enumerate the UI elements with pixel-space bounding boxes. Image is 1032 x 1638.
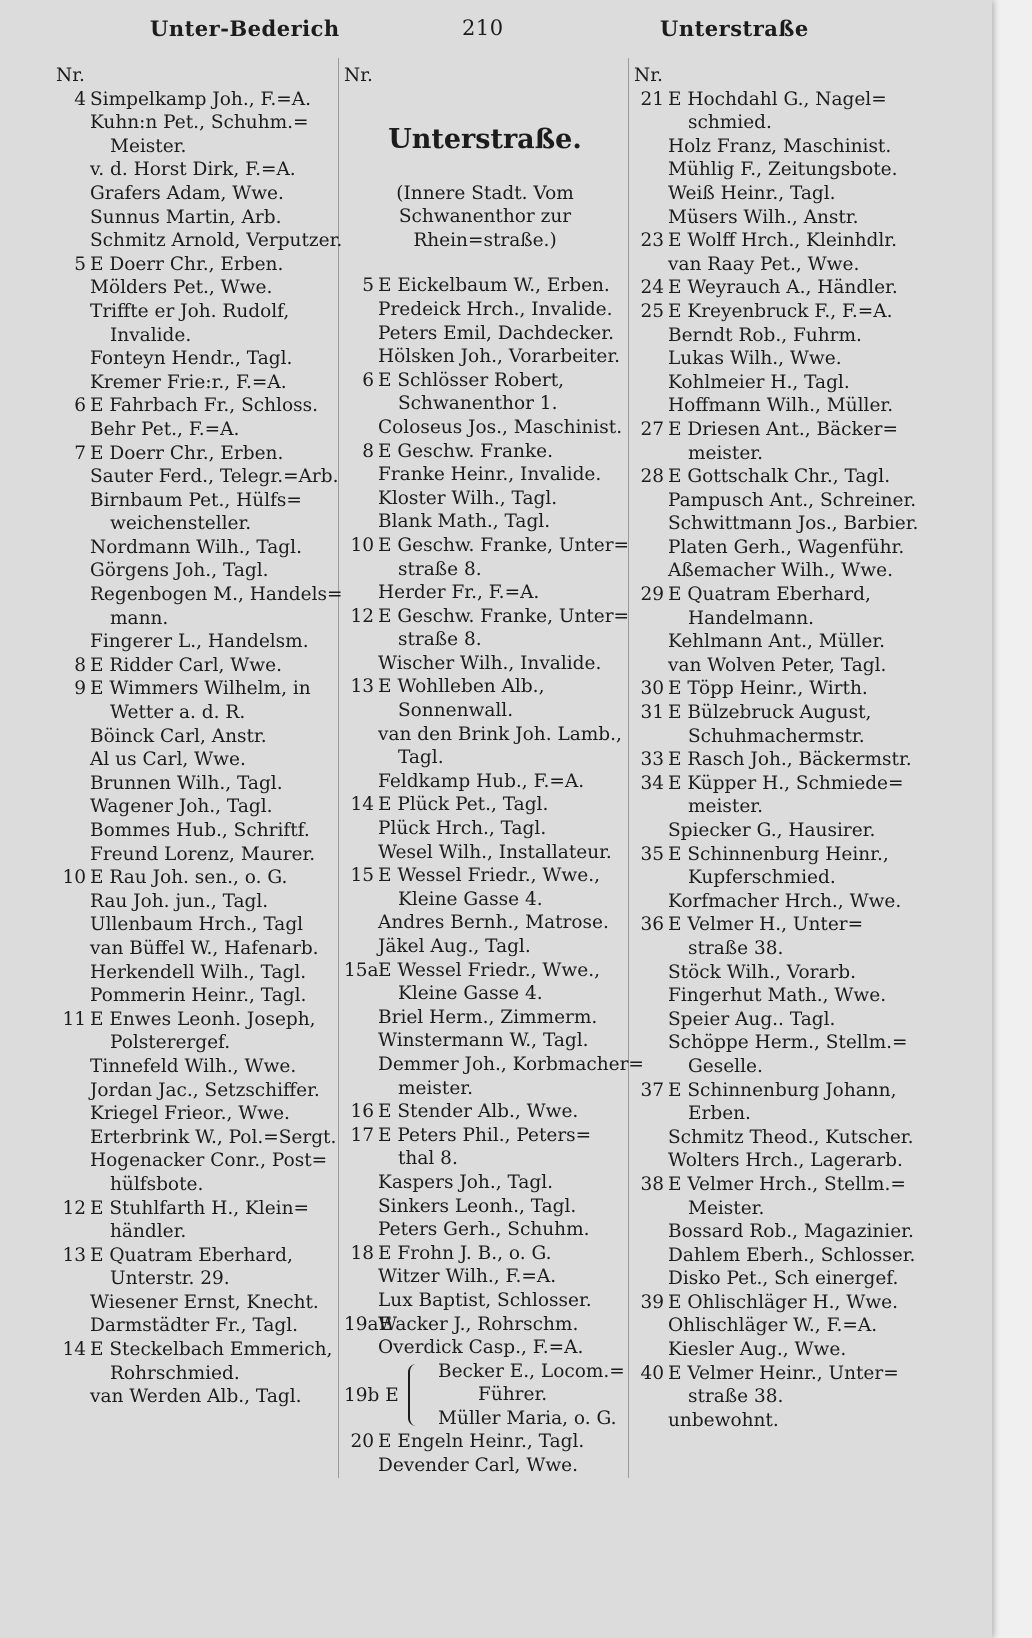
house-number: 8 (74, 654, 86, 676)
house-number: 4 (74, 88, 86, 110)
house-number: 5 (74, 253, 86, 275)
entry-text: E Weyrauch A., Händler. (668, 277, 898, 299)
entry-line (344, 1100, 626, 1124)
entry-line: Schwittmann Jos., Barbier. (668, 513, 919, 535)
entry-line: Demmer Joh., Korbmacher= (378, 1053, 644, 1075)
entry-line (634, 1079, 916, 1103)
entry-text: E Rasch Joh., Bäckermstr. (668, 749, 912, 771)
house-number: 16 (350, 1101, 374, 1123)
entry-line: Korfmacher Hrch., Wwe. (668, 890, 902, 912)
house-number: 30 (640, 678, 664, 700)
entry-line (634, 1362, 916, 1386)
entry-text: E Wessel Friedr., Wwe., (378, 959, 600, 981)
entry-line: Briel Herm., Zimmerm. (378, 1006, 598, 1028)
entry-line: Coloseus Jos., Maschinist. (378, 416, 623, 438)
entry-line: Devender Carl, Wwe. (378, 1455, 578, 1477)
entry-line (56, 1008, 338, 1032)
entry-line: Speier Aug.. Tagl. (668, 1008, 836, 1030)
entry-line (634, 1173, 916, 1197)
entry-line (344, 440, 626, 464)
entry-line (634, 913, 916, 937)
column-label: Nr. (634, 65, 663, 86)
entry-line: Wischer Wilh., Invalide. (378, 652, 602, 674)
entry-line: Sinkers Leonh., Tagl. (378, 1195, 577, 1217)
entry-text: E Kreyenbruck F., F.=A. (668, 300, 893, 322)
entry-line: Tagl. (398, 747, 444, 769)
entry-line: Erben. (688, 1103, 751, 1125)
entry-line: händler. (110, 1221, 187, 1243)
entry-line: meister. (398, 1077, 473, 1099)
entry-line: Schuhmachermstr. (688, 725, 865, 747)
entry-line (634, 276, 916, 300)
brace-icon (408, 1364, 420, 1426)
entry-line: Ullenbaum Hrch., Tagl (90, 914, 304, 936)
entry-line: Mühlig F., Zeitungsbote. (668, 159, 898, 181)
column-2 (344, 64, 644, 1478)
entry-list (344, 1430, 626, 1477)
house-number: 12 (350, 605, 374, 627)
entry-text: E Schlösser Robert, (378, 369, 565, 391)
house-number: 5 (362, 275, 374, 297)
entry-text: E Plück Pet., Tagl. (378, 794, 549, 816)
entry-line (56, 677, 338, 701)
entry-text: E Velmer Heinr., Unter= (668, 1362, 899, 1384)
house-number: 33 (640, 749, 664, 771)
entry-line: Peters Gerh., Schuhm. (378, 1219, 590, 1241)
entry-text: Simpelkamp Joh., F.=A. (90, 88, 312, 110)
entry-line (344, 605, 630, 629)
entry-line: Al us Carl, Wwe. (90, 749, 246, 771)
entry-text: E Quatram Eberhard, (668, 584, 871, 606)
column-divider (628, 58, 629, 1478)
entry-line: Fingerhut Math., Wwe. (668, 985, 887, 1007)
entry-line: Herder Fr., F.=A. (378, 582, 540, 604)
entry-line: Platen Gerh., Wagenführ. (668, 536, 905, 558)
house-number: 40 (640, 1362, 664, 1384)
house-number: 29 (640, 584, 664, 606)
entry-line: Regenbogen M., Handels= (90, 584, 343, 606)
entry-line: Feldkamp Hub., F.=A. (378, 770, 585, 792)
entry-line: Darmstädter Fr., Tagl. (90, 1315, 299, 1337)
entry-line: Winstermann W., Tagl. (378, 1030, 589, 1052)
page-number: 210 (462, 16, 504, 40)
entry-list (634, 88, 919, 1433)
entry-line: Schwanenthor 1. (398, 393, 558, 415)
entry-line: Pommerin Heinr., Tagl. (90, 985, 307, 1007)
entry-line: Spiecker G., Hausirer. (668, 820, 876, 841)
entry-line: meister. (688, 796, 763, 818)
entry-line: Weiß Heinr., Tagl. (668, 182, 836, 204)
entry-line (56, 88, 338, 112)
entry-text: E Doerr Chr., Erben. (90, 253, 284, 275)
entry-line: van den Brink Joh. Lamb., (378, 723, 622, 745)
house-number: 34 (640, 772, 664, 794)
entry-line: Wiesener Ernst, Knecht. (90, 1291, 319, 1313)
house-number: 11 (62, 1008, 86, 1030)
entry-line: Unterstr. 29. (110, 1268, 230, 1290)
house-number: 39 (640, 1291, 664, 1313)
entry-line: Franke Heinr., Invalide. (378, 464, 602, 486)
entry-text: E Eickelbaum W., Erben. (378, 275, 610, 297)
entry-text: E Velmer H., Unter= (668, 914, 864, 936)
entry-line: Sunnus Martin, Arb. (90, 206, 282, 228)
entry-text: E Hochdahl G., Nagel= (668, 88, 887, 110)
house-number: 36 (640, 914, 664, 936)
house-number: 17 (350, 1124, 374, 1146)
entry-line: Handelmann. (688, 607, 815, 629)
entry-line: Sonnenwall. (398, 700, 514, 722)
house-number: 28 (640, 466, 664, 488)
entry-line: Schöppe Herm., Stellm.= (668, 1032, 908, 1054)
entry-line: Dahlem Eberh., Schlosser. (668, 1244, 916, 1266)
entry-text: E Steckelbach Emmerich, (90, 1339, 333, 1361)
entry-line: Kleine Gasse 4. (398, 983, 543, 1005)
entry-line: Triffte er Joh. Rudolf, (90, 300, 290, 322)
entry-line: van Werden Alb., Tagl. (90, 1386, 302, 1408)
entry-line (344, 369, 626, 393)
entry-line: Overdick Casp., F.=A. (378, 1337, 584, 1359)
entry-line: van Raay Pet., Wwe. (668, 253, 860, 275)
column-label: Nr. (56, 65, 85, 86)
entry-line: Ohlischläger W., F.=A. (668, 1315, 878, 1337)
entry-text: E Geschw. Franke, Unter= (378, 534, 630, 556)
entry-line (634, 300, 916, 324)
entry-line: Peters Emil, Dachdecker. (378, 322, 614, 344)
entry-text: E Fahrbach Fr., Schloss. (90, 395, 318, 417)
entry-line: Schmitz Arnold, Verputzer. (90, 230, 343, 252)
column-1 (56, 64, 343, 1409)
entry-line (56, 442, 338, 466)
entry-line: Rau Joh. jun., Tagl. (90, 890, 269, 912)
entry-text: E Peters Phil., Peters= (378, 1124, 592, 1146)
entry-line: Bommes Hub., Schriftf. (90, 820, 310, 841)
entry-line (344, 959, 626, 983)
house-number: 37 (640, 1079, 664, 1101)
entry-line: Invalide. (110, 324, 192, 346)
entry-line: straße 38. (688, 937, 784, 959)
entry-line: Plück Hrch., Tagl. (378, 818, 547, 840)
house-number: 10 (62, 867, 86, 889)
entry-text: E Töpp Heinr., Wirth. (668, 678, 868, 700)
entry-line: weichensteller. (110, 513, 252, 535)
entry-line: Jordan Jac., Setzschiffer. (90, 1079, 320, 1101)
entry-line: Jäkel Aug., Tagl. (378, 936, 531, 957)
entry-line: Kriegel Frieor., Wwe. (90, 1103, 290, 1125)
house-number: 6 (74, 395, 86, 417)
entry-line: Hogenacker Conr., Post= (90, 1150, 328, 1172)
entry-line: Wagener Joh., Tagl. (90, 796, 273, 818)
entry-text: E Wohlleben Alb., (378, 676, 545, 698)
entry-line: Fonteyn Hendr., Tagl. (90, 348, 293, 370)
section-title: Unterstraße. (388, 123, 582, 155)
entry-line: Müller Maria, o. G. (438, 1407, 617, 1429)
entry-line: Lukas Wilh., Wwe. (668, 348, 842, 370)
house-number: 18 (350, 1242, 374, 1264)
entry-line: Stöck Wilh., Vorarb. (668, 961, 857, 983)
entry-text: E Bülzebruck August, (668, 702, 872, 724)
entry-line: Wolters Hrch., Lagerarb. (668, 1150, 903, 1172)
entry-line: Nordmann Wilh., Tagl. (90, 536, 302, 558)
entry-line: schmied. (688, 112, 772, 134)
entry-line (56, 1338, 338, 1362)
entry-line: Blank Math., Tagl. (378, 511, 551, 533)
entry-line: Tinnefeld Wilh., Wwe. (90, 1055, 297, 1077)
entry-line: Kuhn:n Pet., Schuhm.= (90, 112, 309, 134)
entry-line (344, 1124, 626, 1148)
entry-line: Polsterergef. (110, 1032, 231, 1054)
entry-text: Wacker J., Rohrschm. (378, 1313, 579, 1335)
entry-line: Schmitz Theod., Kutscher. (668, 1126, 914, 1148)
entry-text: E Schinnenburg Heinr., (668, 843, 889, 865)
entry-line: straße 38. (688, 1386, 784, 1408)
entry-line: Andres Bernh., Matrose. (378, 912, 609, 934)
entry-text: E Wimmers Wilhelm, in (90, 678, 311, 700)
house-number: 21 (640, 88, 664, 110)
house-number: 7 (74, 442, 86, 464)
entry-line: Hoffmann Wilh., Müller. (668, 395, 894, 417)
house-number: 19b E (344, 1384, 399, 1406)
house-number: 6 (362, 369, 374, 391)
entry-line: Aßemacher Wilh., Wwe. (668, 560, 893, 582)
entry-line: Müsers Wilh., Anstr. (668, 206, 859, 228)
entry-line (634, 229, 916, 253)
house-number: 9 (74, 678, 86, 700)
entry-line: van Büffel W., Hafenarb. (90, 937, 319, 959)
entry-line: Herkendell Wilh., Tagl. (90, 961, 307, 983)
entry-line (634, 418, 916, 442)
column-divider (338, 58, 339, 1478)
entry-line: Kiesler Aug., Wwe. (668, 1339, 847, 1361)
house-number: 14 (62, 1339, 86, 1361)
entry-line: unbewohnt. (668, 1409, 779, 1431)
entry-list (344, 274, 644, 1359)
entry-text: E Küpper H., Schmiede= (668, 772, 904, 794)
house-number: 38 (640, 1173, 664, 1195)
entry-line (344, 1242, 626, 1266)
entry-text: E Geschw. Franke. (378, 440, 553, 462)
house-number: 15 (350, 865, 374, 887)
entry-text: E Driesen Ant., Bäcker= (668, 418, 899, 440)
entry-text: E Stender Alb., Wwe. (378, 1101, 579, 1123)
entry-line: mann. (110, 607, 169, 629)
entry-line: v. d. Horst Dirk, F.=A. (90, 159, 296, 181)
entry-line: meister. (688, 442, 763, 464)
entry-text: E Stuhlfarth H., Klein= (90, 1197, 309, 1219)
entry-line: Fingerer L., Handelsm. (90, 631, 309, 653)
house-number: 14 (350, 794, 374, 816)
entry-text: E Schinnenburg Johann, (668, 1079, 897, 1101)
entry-line: Freund Lorenz, Maurer. (90, 843, 316, 865)
entry-line (344, 274, 626, 298)
entry-line: Wetter a. d. R. (110, 702, 246, 724)
house-number: 25 (640, 300, 664, 322)
entry-line (344, 793, 626, 817)
entry-line: Führer. (478, 1384, 548, 1406)
entry-line: Kupferschmied. (688, 867, 836, 889)
entry-line (634, 88, 916, 112)
entry-line: Kleine Gasse 4. (398, 888, 543, 910)
entry-line: Geselle. (688, 1055, 763, 1077)
entry-line (344, 1313, 626, 1337)
entry-line (344, 534, 630, 558)
entry-text: E Doerr Chr., Erben. (90, 442, 284, 464)
entry-text: E Wolff Hrch., Kleinhdlr. (668, 230, 898, 252)
entry-line: Kohlmeier H., Tagl. (668, 371, 850, 393)
house-number: 10 (350, 534, 374, 556)
entry-line: Pampusch Ant., Schreiner. (668, 489, 917, 511)
brace-entry (344, 1360, 626, 1431)
entry-line (634, 748, 916, 772)
entry-text: E Rau Joh. sen., o. G. (90, 867, 288, 889)
entry-line (56, 253, 338, 277)
house-number: 13 (62, 1244, 86, 1266)
entry-text: E Velmer Hrch., Stellm.= (668, 1173, 906, 1195)
entry-line: Holz Franz, Maschinist. (668, 135, 892, 157)
house-number: 23 (640, 230, 664, 252)
entry-line: Behr Pet., F.=A. (90, 418, 240, 440)
entry-line (344, 1430, 626, 1454)
entry-line: straße 8. (398, 629, 482, 651)
column-label: Nr. (344, 65, 373, 86)
house-number: 13 (350, 676, 374, 698)
entry-line: Birnbaum Pet., Hülfs= (90, 489, 302, 511)
entry-line: Rohrschmied. (110, 1362, 240, 1384)
house-number: 24 (640, 277, 664, 299)
section-note: (Innere Stadt. Vom Schwanenthor zur Rhein=straße.) (396, 182, 574, 251)
entry-line: Sauter Ferd., Telegr.=Arb. (90, 466, 339, 488)
house-number: 20 (350, 1431, 374, 1453)
entry-line (344, 864, 626, 888)
entry-line: Brunnen Wilh., Tagl. (90, 772, 283, 794)
entry-line (634, 677, 916, 701)
entry-line: Hölsken Joh., Vorarbeiter. (378, 346, 621, 368)
entry-line: Predeick Hrch., Invalide. (378, 298, 613, 320)
running-head-left: Unter-Bederich (150, 16, 340, 41)
entry-line (56, 866, 338, 890)
entry-line (634, 701, 916, 725)
entry-line (56, 1244, 338, 1268)
entry-line: straße 8. (398, 558, 482, 580)
house-number: 19aE (344, 1313, 393, 1335)
entry-text: E Engeln Heinr., Tagl. (378, 1431, 585, 1453)
entry-line: Erterbrink W., Pol.=Sergt. (90, 1126, 337, 1148)
entry-line (56, 1197, 338, 1221)
entry-line: Berndt Rob., Fuhrm. (668, 324, 862, 346)
entry-text: E Geschw. Franke, Unter= (378, 605, 630, 627)
running-head-right: Unterstraße (660, 16, 809, 41)
entry-line: Böinck Carl, Anstr. (90, 725, 267, 747)
entry-line (56, 394, 338, 418)
entry-line: thal 8. (398, 1148, 458, 1170)
entry-text: E Frohn J. B., o. G. (378, 1242, 552, 1264)
house-number: 31 (640, 702, 664, 724)
entry-text: E Quatram Eberhard, (90, 1244, 293, 1266)
entry-text: E Enwes Leonh. Joseph, (90, 1008, 316, 1030)
entry-line (344, 675, 626, 699)
column-3 (634, 64, 919, 1432)
entry-text: E Gottschalk Chr., Tagl. (668, 466, 891, 488)
entry-line: Kremer Frie:r., F.=A. (90, 371, 287, 393)
entry-line: Wesel Wilh., Installateur. (378, 841, 612, 863)
entry-list (56, 88, 343, 1409)
entry-line (634, 843, 916, 867)
house-number: 35 (640, 843, 664, 865)
entry-line: Becker E., Locom.= (438, 1360, 625, 1382)
entry-line: Witzer Wilh., F.=A. (378, 1266, 557, 1288)
entry-line: Meister. (110, 135, 187, 157)
entry-line: Disko Pet., Sch einergef. (668, 1268, 899, 1290)
house-number: 12 (62, 1197, 86, 1219)
entry-line (634, 583, 916, 607)
entry-line: Kehlmann Ant., Müller. (668, 631, 886, 653)
entry-line: Mölders Pet., Wwe. (90, 277, 273, 299)
entry-line: Bossard Rob., Magazinier. (668, 1221, 914, 1243)
entry-text: E Ohlischläger H., Wwe. (668, 1291, 898, 1313)
entry-line (634, 465, 916, 489)
entry-line: Grafers Adam, Wwe. (90, 182, 284, 204)
house-number: 8 (362, 440, 374, 462)
entry-line (56, 654, 338, 678)
entry-line (634, 772, 916, 796)
entry-line: hülfsbote. (110, 1173, 204, 1195)
entry-text: E Ridder Carl, Wwe. (90, 654, 282, 676)
entry-line: Lux Baptist, Schlosser. (378, 1289, 592, 1311)
house-number: 15a (344, 959, 379, 981)
entry-line: Görgens Joh., Tagl. (90, 560, 269, 582)
entry-line: Meister. (688, 1197, 765, 1219)
entry-line: Kaspers Joh., Tagl. (378, 1171, 554, 1193)
entry-text: E Wessel Friedr., Wwe., (378, 865, 600, 887)
entry-line: van Wolven Peter, Tagl. (668, 654, 887, 676)
entry-line (634, 1291, 916, 1315)
entry-line: Kloster Wilh., Tagl. (378, 487, 558, 509)
house-number: 27 (640, 418, 664, 440)
